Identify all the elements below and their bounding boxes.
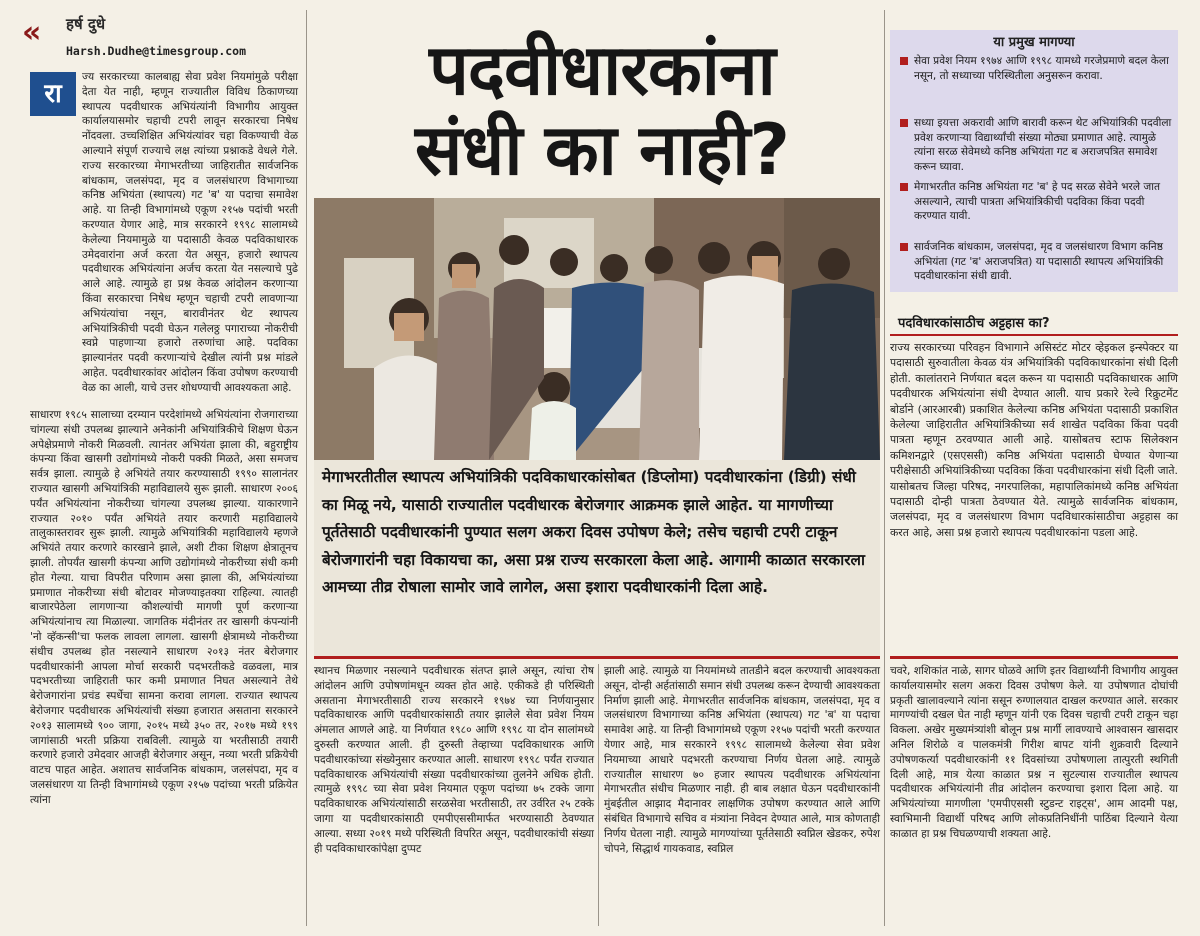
article-column-1-top: ज्य सरकारच्या कालबाह्य सेवा प्रवेश नियमांमुळे परीक्षा देता येत नाही, म्हणून राज्यातील विविध ठिकाणच्या स्थापत्य पदवीधारक अभियंत्यांनी विभागीय आयुक्त कार्यालयासमोर चहाची टपरी लावून सरकारचा निषेध नोंदवला. उच्चशिक्षित अभियंत्यांवर चहा विकण्याची वेळ आल्याने संपूर्ण राज्याचे लक्ष त्यांच्या प्रश्नाकडे वेधले गेले. राज्य सरकारच्या मेगाभरतीच्या जाहिरातीत सार्वजनिक बांधकाम, जलसंपदा, मृद व जलसंधारण विभागाच्या कनिष्ठ अभियंता (स्थापत्य) गट 'ब' या पदाचा समावेश आहे. या तिन्ही विभागांमध्ये एकूण २१५७ पदांची भरती करण्यात येणार आहे, मात्र सरकारने १९९८ सालामध्ये केलेल्या नियमामुळे या पदासाठी केवळ पदविकाधारक उमेदवारांना अर्ज करता येत असून, हजारो स्थापत्य पदवीधारक अभियंत्यांना अर्जच करता येत नसल्याचे पुढे आले आहे. त्यामुळे हा प्रश्न केवळ आंदोलन करणाऱ्या किंवा सरकारचा निषेध म्हणून चहाची टपरी लावणाऱ्या अभियंत्यांचा नसून, बारावीनंतर थेट स्थापत्य अभियांत्रिकीची पदवी घेऊन गलेलठ्ठ पगाराच्या नोकरीची स्वप्ने पाहणाऱ्या हजारो तरुणांचा आहे. पदविका झाल्यानंतर पदवी करणाऱ्यांचे देखील त्यांनी प्रश्न मांडले आहेत. पदवीधारकांवर आंदोलन किंवा उपोषण करण्याची वेळ का आली, याचे उत्तर शोधण्याची आवश्यकता आहे.: [82, 71, 298, 394]
article-column-1-lead: [30, 144, 298, 396]
column-divider: [306, 10, 307, 926]
article-column-2: स्थानच मिळणार नसल्याने पदवीधारक संतप्त झाले असून, त्यांचा रोष आंदोलन आणि उपोषणांमधून व्यक्त होत आहे. एकीकडे ही परिस्थिती असताना मेगाभरतीसाठी राज्य सरकारने १९७४ च्या निर्णयानुसार पदविकाधारक आणि पदवीधारकांसाठी तयार झालेले सेवा प्रवेश नियम अंमलात आणले आहे. या निर्णयात १९८० आणि १९९८ या दोन सालांमध्ये दुरुस्ती करण्यात आली. ही दुरुस्ती तेव्हाच्या पदविकाधारक आणि पदवीधारकांच्या संख्येनुसार करण्यात आली. साधारण १९९८ पर्यंत राज्यात पदविकाधारक अभियंत्यांची संख्या पदवीधारकांच्या तुलनेने अधिक होती. त्यामुळे १९९८ च्या सेवा प्रवेश नियमात एकूण पदांच्या ७५ टक्के जागा पदविकाधारक अभियंत्यांसाठी सरळसेवा भरतीसाठी, तर उर्वरित २५ टक्के जागा या पदवीधारकांसाठी एमपीएससीमार्फत भरण्यासाठी ठेवण्यात आल्या. सध्या २०१९ मध्ये परिस्थिती विपरित असून, पदवीधारकांची संख्या ही पदविकाधारकांपेक्षा दुप्पट: [314, 665, 594, 855]
bullet-icon: [900, 57, 908, 65]
byline-name: हर्ष दुधे: [66, 15, 106, 33]
article-column-4: चवरे, शशिकांत नाळे, सागर घोळवे आणि इतर विद्यार्थ्यांनी विभागीय आयुक्त कार्यालयासमोर सलग अकरा दिवस उपोषण केले. या उपोषणात दोघांची प्रकृती खालावल्याने त्यांना ससून रुग्णालयात दाखल करण्यात आले. सरकार मागण्यांची दखल घेत नाही म्हणून यांनी एक दिवस चहाची टपरी टाकून चहा विकला. अखेर मुख्यमंत्र्यांशी बोलून प्रश्न मार्गी लावण्याचे आश्वासन खासदार अनिल शिरोळे व पालकमंत्री गिरीश बापट यांनी शुक्रवारी दिल्याने उपोषणकर्त्या पदवीधारकांनी ११ दिवसांच्या उपोषणाला तात्पुरती स्थगिती दिली आहे, मात्र येत्या काळात प्रश्न न सुटल्यास राज्यातील स्थापत्य पदवीधारक अभियंत्यांनी तीव्र आंदोलन करण्याचा इशारा दिला आहे. या अभियंत्यांच्या मागणीला 'एमपीएससी स्टुडन्ट राइट्स', आम आदमी पक्ष, स्वाभिमानी विद्यार्थी परिषद आणि लोकप्रतिनिधींनी पाठिंबा दिल्याने येत्या काळात हा प्रश्न चिघळण्याची शक्यता आहे.: [890, 665, 1178, 840]
headline-line-1: पदवीधारकांना: [429, 29, 775, 111]
article-column-3: झाली आहे. त्यामुळे या नियमांमध्ये तातडीने बदल करण्याची आवश्यकता असून, दोन्ही अर्हतांसाठी समान संधी उपलब्ध करून देण्याची आवश्यकता निर्माण झाली आहे. मेगाभरतीत सार्वजनिक बांधकाम, जलसंपदा, मृद व जलसंधारण विभागाच्या कनिष्ठ अभियंता (स्थापत्य) गट 'ब' या पदाचा समावेश आहे. या तिन्ही विभागांमध्ये एकूण २१५७ पदांची भरती करण्यात येणार आहे, मात्र सरकारने १९९८ सालामध्ये केलेल्या सेवा प्रवेश नियमाच्या आधारे पदभरती करण्याचा निर्णय घेतला आहे. त्यामुळे राज्यातील साधारण ७० हजार स्थापत्य पदवीधारक अभियंत्यांना मेगाभरतीत संधीच मिळणार नाही. ही बाब लक्षात घेऊन पदवीधारकांनी मुंबईतील आझाद मैदानावर लाक्षणिक उपोषण करण्यात आले आणि संबंधित विभागाचे सचिव व मंत्र्यांना निवेदन देण्यात आले, मात्र कोणताही निर्णय घेतला नाही. त्यामुळे मागण्यांच्या पूर्ततेसाठी स्वप्निल खेडकर, रुपेश चोपने, सिद्धार्थ गायकवाड, स्वप्निल: [604, 665, 880, 855]
drop-cap: रा: [30, 72, 76, 116]
demand-item: सेवा प्रवेश नियम १९७४ आणि १९९८ यामध्ये गरजेप्रमाणे बदल केला नसून, तो सध्याच्या परिस्थितीला अनुसरून करावा.: [900, 54, 1172, 83]
column-divider: [598, 664, 599, 926]
protest-photo-illustration: [314, 198, 880, 460]
byline-chevron-icon: «: [22, 15, 42, 50]
article-column-1-mid: साधारण १९८५ सालाच्या दरम्यान परदेशांमध्ये अभियंत्यांना रोजगाराच्या चांगल्या संधी उपलब्ध झाल्याने अनेकांनी अभियांत्रिकीचे शिक्षण घेऊन अपेक्षेप्रमाणे नोकरी मिळवली. त्यानंतर अभियंता झाला की, बहुराष्ट्रीय कंपन्या किंवा खासगी उद्योगांमध्ये नोकरी पक्की मिळते, असा समजच सर्वत्र झाला. त्यामुळे हे अभियंते तयार करण्यासाठी १९९० सालानंतर राज्यात खासगी अभियांत्रिकी महाविद्यालये सुरू झाली. साधारण २००६ पर्यंत अभियंत्यांना नोकरीच्या चांगल्या उपलब्ध झाल्या. याकारणाने राज्यात २०१० पर्यंत अभियंते तयार करणारी महाविद्यालये तालुकास्तरावर सुरू झाली. त्यामुळे अभियांत्रिकी महाविद्यालये म्हणजे अभियंते तयार करणारे कारखाने झाले, अशी टीका शिक्षण क्षेत्रातूनच झाली. तोपर्यंत खासगी कंपन्या आणि उद्योगांमध्ये नोकरीच्या संधी कमी होत गेल्या. याचा विपरीत परिणाम असा झाला की, अभियंत्यांच्या प्रमाणात नोकरीच्या संधी बोटावर मोजण्याइतक्या राहिल्या. त्यातही बाजारपेठेला लागणाऱ्या कौशल्यांची मागणी पूर्ण करणाऱ्या अभियंत्यांनाच त्या मिळाल्या. जागतिक मंदीनंतर तर खासगी कंपन्यांनी 'नो व्हॅकन्सी'चा फलक लावला लागला. खासगी क्षेत्रामध्ये नोकरीच्या संधीच उपलब्ध होत नसल्याने साधारण २०१३ नंतर बेरोजगार पदवीधारकांनी आपला मोर्चा सरकारी पदभरतीकडे वळवला, मात्र पदभरतीच्या जाहिराती फार कमी प्रमाणात निघत असल्याने तेथे बेरोजगारांना प्रचंड स्पर्धेचा सामना करावा लागला. राज्यात स्थापत्य बेरोजगार पदवीधारक अभियंत्यांची संख्या हजारात असताना सरकारने २०१३ सालामध्ये ९०० जागा, २०१५ मध्ये ३५० तर, २०१७ मध्ये १९९ जागांसाठी भरती प्रक्रिया राबविली. त्यामुळे या भरतीसाठी तयारी करणारे हजारो उमेदवार आजही बेरोजगार असून, नव्या भरती प्रक्रियेची वाटच पाहत आहेत. अशातच सार्वजनिक बांधकाम, जलसंपदा, मृद व जलसंधारण या तिन्ही विभागांमध्ये एकूण २१५७ पदांच्या भरती प्रक्रियेत त्यांना: [30, 409, 298, 806]
demand-item: सार्वजनिक बांधकाम, जलसंपदा, मृद व जलसंधारण विभाग कनिष्ठ अभियंता (गट 'ब' अराजपत्रित) या पदासाठी स्थापत्य अभियांत्रिकी पदवीधारकांना संधी द्यावी.: [900, 240, 1172, 284]
byline-email: Harsh.Dudhe@timesgroup.com: [66, 44, 247, 58]
sidebar-title: पदविधारकांसाठीच अट्टहास का?: [898, 316, 1050, 331]
bullet-icon: [900, 119, 908, 127]
caption-divider: [314, 656, 880, 659]
protest-photo: [314, 198, 880, 460]
photo-caption: मेगाभरतीतील स्थापत्य अभियांत्रिकी पदविकाधारकांसोबत (डिप्लोमा) पदवीधारकांना (डिग्री) संधी का मिळू नये, यासाठी राज्यातील पदवीधारक बेरोजगार आक्रमक झाले आहेत. या मागणीच्या पूर्ततेसाठी पदवीधारकांनी पुण्यात सलग अकरा दिवस उपोषण केले; तसेच चहाची टपरी टाकून बेरोजगारांनी चहा विकायचा का, असा प्रश्न राज्य सरकारला केला आहे. आगामी काळात सरकारला आमच्या तीव्र रोषाला सामोर जावे लागेल, असा इशारा पदवीधारकांनी दिला आहे.: [322, 468, 865, 597]
column-divider: [884, 10, 885, 926]
demand-item: मेगाभरतीत कनिष्ठ अभियंता गट 'ब' हे पद सरळ सेवेने भरले जात असल्याने, त्याची पात्रता अभियांत्रिकीची पदविका किंवा पदवी करण्यात यावी.: [900, 180, 1172, 224]
bullet-icon: [900, 183, 908, 191]
sidebar-title-underline: [890, 334, 1178, 336]
demands-title: या प्रमुख मागण्या: [993, 35, 1075, 50]
photo-caption-box: [314, 460, 880, 656]
bullet-icon: [900, 243, 908, 251]
sidebar-text: राज्य सरकारच्या परिवहन विभागाने असिस्टंट मोटर व्हेइकल इन्स्पेक्टर या पदासाठी सुरुवातीला केवळ यंत्र अभियांत्रिकी पदविकाधारकांना संधी दिली होती. कालांतराने निर्णयात बदल करून या पदासाठी पदविकाधारक आणि पदवीधारक अभियंत्यांना संधी देण्यात आली. याच प्रकारे रेल्वे रिक्रुटमेंट बोर्डाने (आरआरबी) प्रकाशित केलेल्या कनिष्ठ अभियंता पदासाठी प्रकाशित केलेल्या जाहिरातीत अभियांत्रिकीच्या सर्व शाखेत पदविका किंवा पदवी पात्रता म्हणून ठरवण्यात आली आहे. यासोबतच स्टाफ सिलेक्शन कमिशनद्वारे (एसएससी) कनिष्ठ अभियंता पदासाठी घेण्यात येणाऱ्या परीक्षेसाठी अभियांत्रिकीच्या पदविका किंवा पदवीधारकांना संधी दिली जाते. यासोबतच जिल्हा परिषद, नगरपालिका, महापालिकांमध्ये कनिष्ठ अभियंता पदासाठी दोन्ही पात्रता ठेवण्यात येते. त्यामुळे सार्वजनिक बांधकाम, जलसंपदा, मृद व जलसंधारण विभाग पदविधारकांसाठीचा अट्टहास का करत आहे, असा प्रश्न हजारो स्थापत्य पदवीधारकांना पडला आहे.: [890, 341, 1178, 539]
demand-item: सध्या इयत्ता अकरावी आणि बारावी करून थेट अभियांत्रिकी पदवीला प्रवेश करणाऱ्या विद्यार्थ्यांची संख्या मोठ्या प्रमाणात आहे. त्यामुळे त्यांना सरळ सेवेमध्ये कनिष्ठ अभियंता गट ब अराजपत्रित समावेश करून घ्यावा.: [900, 116, 1172, 174]
headline-line-2: संधी का नाही?: [414, 109, 789, 191]
sidebar-divider: [890, 656, 1178, 659]
